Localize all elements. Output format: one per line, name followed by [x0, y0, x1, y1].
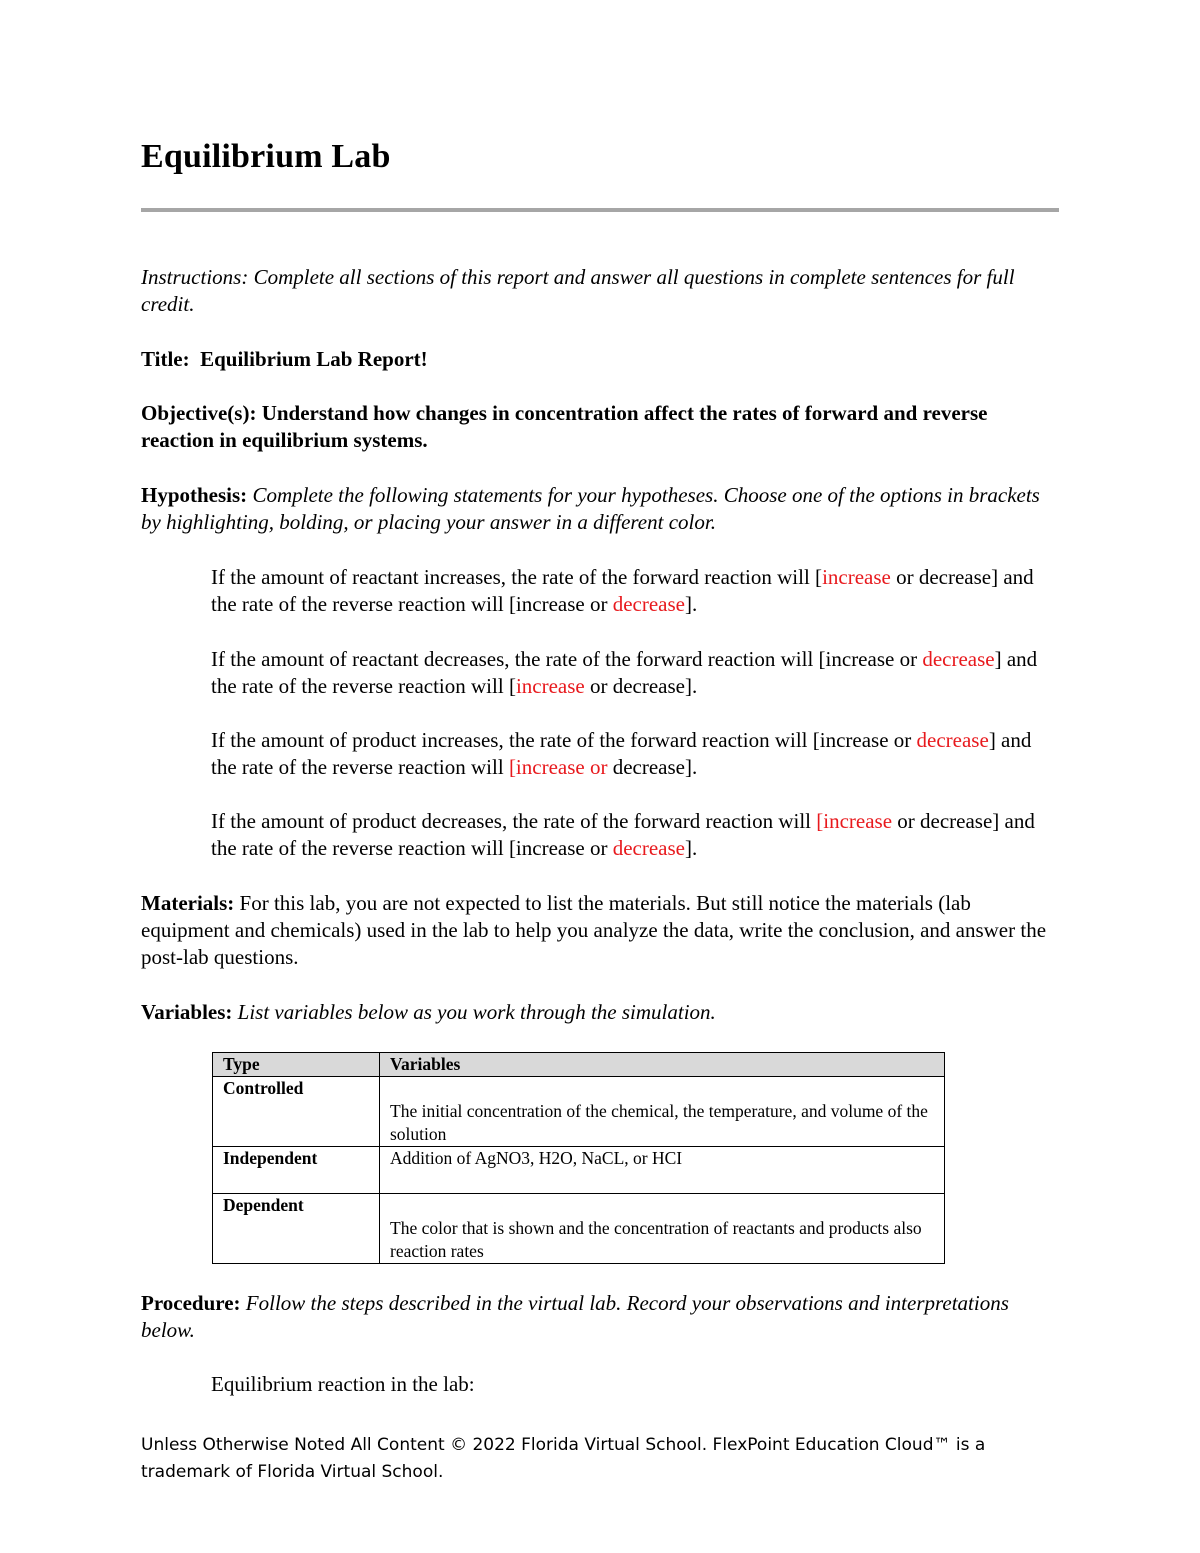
variables-prompt: List variables below as you work through the simulation. [237, 1000, 716, 1024]
statement-text: ]. [685, 592, 698, 616]
statement-text: If the amount of product decreases, the rate of the forward reaction will [211, 809, 817, 833]
hypothesis-statement-3 [211, 727, 1061, 781]
statement-answer: [increase or [508, 755, 608, 779]
hypothesis-prompt: Complete the following statements for your hypotheses. Choose one of the options in brackets by highlighting, bolding, or placing your answer in a different color. [141, 483, 1040, 534]
variables-line [141, 999, 1061, 1026]
table-header-row [213, 1053, 945, 1077]
statement-text: If the amount of reactant increases, the rate of the forward reaction will [ [211, 565, 823, 589]
table-row [213, 1147, 945, 1194]
statement-text: ] and the rate of the reverse reaction will [211, 728, 1032, 779]
variables-label: Variables: [141, 1000, 233, 1024]
materials-text: For this lab, you are not expected to list the materials. But still notice the materials (lab equipment and chemicals) used in the lab to help you analyze the data, write the conclusion, and answer the post-lab questions. [141, 891, 1047, 969]
statement-text: If the amount of reactant decreases, the rate of the forward reaction will [increase or [211, 647, 923, 671]
hypothesis-label: Hypothesis: [141, 483, 248, 507]
statement-text: decrease]. [607, 755, 698, 779]
procedure-prompt: Follow the steps described in the virtual lab. Record your observations and interpretations below. [141, 1291, 1009, 1342]
document-title: Equilibrium Lab [141, 138, 391, 175]
procedure-label: Procedure: [141, 1291, 241, 1315]
row-type: Independent [213, 1147, 380, 1194]
statement-text: or decrease] and the rate of the reverse reaction will [increase or [211, 809, 1035, 860]
hypothesis-statement-1 [211, 564, 1061, 618]
table-row [213, 1194, 945, 1264]
equilibrium-reaction-label: Equilibrium reaction in the lab: [211, 1372, 475, 1396]
row-type: Dependent [213, 1194, 380, 1264]
table-header-variables: Variables [380, 1053, 945, 1077]
hypothesis-line [141, 482, 1061, 536]
statement-answer: increase [515, 674, 585, 698]
report-title-value: Equilibrium Lab Report! [200, 347, 428, 371]
instructions-text: Instructions: Complete all sections of this report and answer all questions in complete sentences for full credit. [141, 265, 1015, 316]
objective-line [141, 400, 1061, 454]
title-divider [141, 208, 1059, 212]
page-footer: Unless Otherwise Noted All Content © 2022 Florida Virtual School. FlexPoint Education Cloud™ is a trademark of Florida Virtual School. [141, 1435, 986, 1482]
objective-value: Understand how changes in concentration affect the rates of forward and reverse reaction in equilibrium systems. [141, 401, 988, 452]
row-value: The color that is shown and the concentration of reactants and products also reaction rates [380, 1194, 945, 1264]
statement-text: If the amount of product increases, the rate of the forward reaction will [increase or [211, 728, 917, 752]
report-title-label: Title: [141, 347, 190, 371]
table-row [213, 1077, 945, 1147]
hypothesis-statement-4 [211, 808, 1061, 862]
statement-text: or decrease]. [584, 674, 698, 698]
variables-table [212, 1052, 945, 1264]
row-value: Addition of AgNO3, H2O, NaCL, or HCI [380, 1147, 945, 1194]
procedure-line [141, 1290, 1061, 1344]
table-header-type: Type [213, 1053, 380, 1077]
statement-answer: increase [822, 565, 891, 589]
statement-text: or decrease] and the rate of the reverse reaction will [increase or [211, 565, 1034, 616]
statement-answer: [increase [816, 809, 893, 833]
statement-answer: decrease [612, 592, 685, 616]
objective-label: Objective(s): [141, 401, 257, 425]
row-value: The initial concentration of the chemical, the temperature, and volume of the solution [380, 1077, 945, 1147]
statement-answer: decrease [922, 647, 995, 671]
row-type: Controlled [213, 1077, 380, 1147]
statement-answer: decrease [916, 728, 989, 752]
hypothesis-statement-2 [211, 646, 1061, 700]
statement-answer: decrease [612, 836, 685, 860]
statement-text: ]. [685, 836, 698, 860]
statement-text: ] and the rate of the reverse reaction will [ [211, 647, 1038, 698]
materials-label: Materials: [141, 891, 235, 915]
report-title-line [141, 346, 1061, 373]
materials-line [141, 890, 1061, 971]
